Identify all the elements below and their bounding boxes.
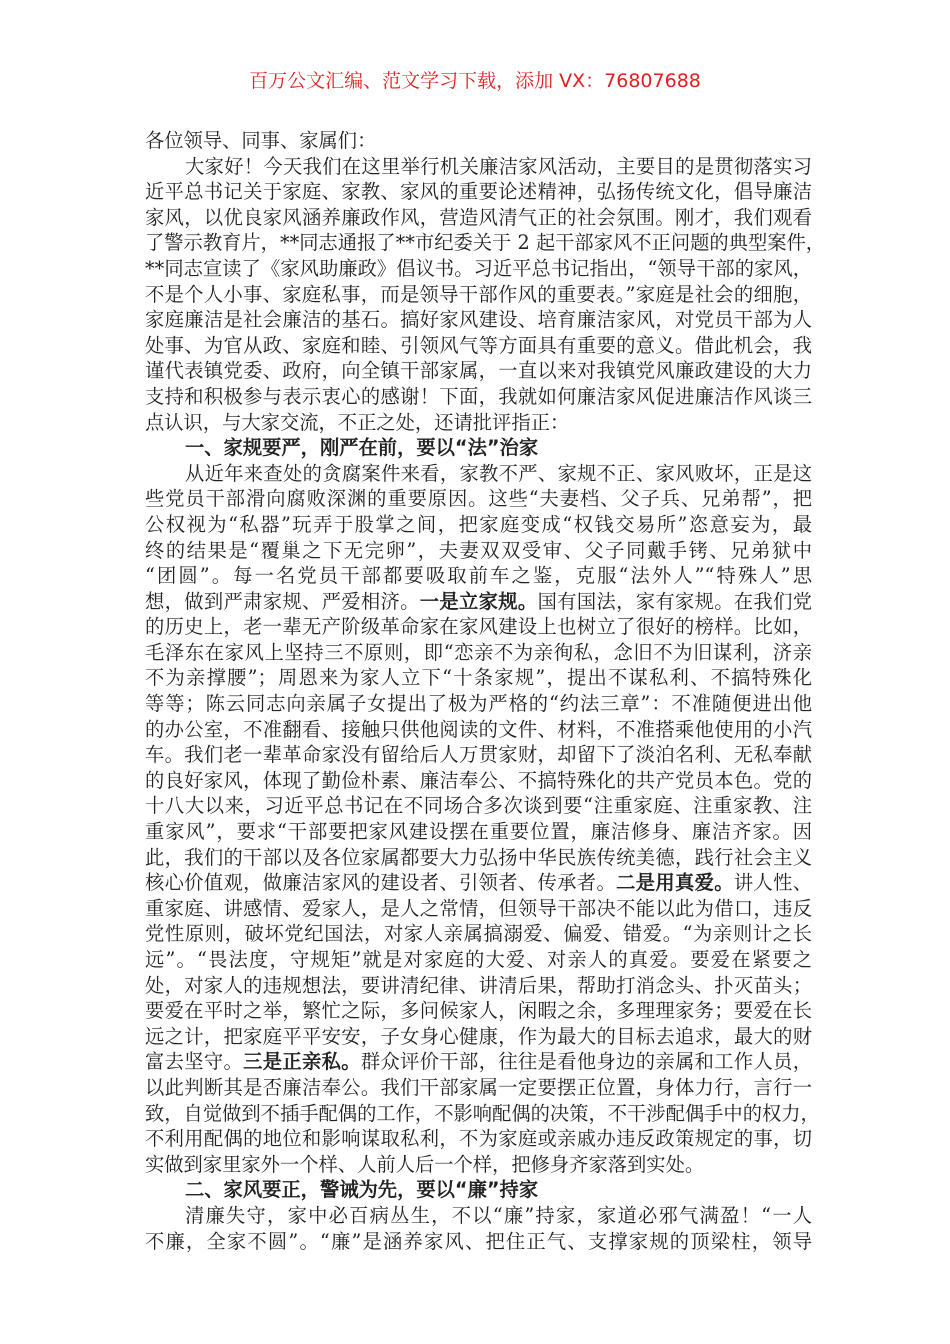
text-line: 的办公室，不准翻看、接触只供他阅读的文件、材料，不准搭乘他使用的小汽 xyxy=(145,717,812,741)
text-line: 以此判断其是否廉洁奉公。我们干部家属一定要摆正位置，身体力行，言行一 xyxy=(145,1075,812,1099)
text-line: 党性原则，破坏党纪国法，对家人亲属搞溺爱、偏爱、错爱。“为亲则计之长 xyxy=(145,922,812,946)
text-line: 致，自觉做到不插手配偶的工作，不影响配偶的决策，不干涉配偶手中的权力， xyxy=(145,1101,820,1125)
bold-subheading: 二是用真爱。 xyxy=(616,871,734,895)
text-line: 处，对家人的违规想法，要讲清纪律、讲清后果，帮助打消念头、扑灭苗头； xyxy=(145,973,812,997)
text-line: 远之计，把家庭平平安安，子女身心健康，作为最大的目标去追求，最大的财 xyxy=(145,1024,812,1048)
text-line: 不利用配偶的地位和影响谋取私利，不为家庭或亲戚办违反政策规定的事，切 xyxy=(145,1127,812,1151)
text-line: 从近年来查处的贪腐案件来看，家教不严、家规不正、家风败坏，正是这 xyxy=(185,461,812,485)
text-line: 想，做到严肃家规、严爱相济。一是立家规。国有国法，家有家规。在我们党 xyxy=(145,589,813,613)
text-line: 不是个人小事、家庭私事，而是领导干部作风的重要表。”家庭是社会的细胞， xyxy=(145,282,812,306)
text-line: 毛泽东在家风上坚持三不原则，即“恋亲不为亲徇私，念旧不为旧谋利，济亲 xyxy=(145,640,812,664)
text-line: 核心价值观，做廉洁家风的建设者、引领者、传承者。二是用真爱。讲人性、 xyxy=(145,871,813,895)
salutation: 各位领导、同事、家属们： xyxy=(145,129,377,152)
text-line: 谨代表镇党委、政府，向全镇干部家属，一直以来对我镇党风廉政建设的大力 xyxy=(145,359,812,383)
text-line: “团圆”。每一名党员干部都要吸取前车之鉴，克服“法外人”“特殊人”思 xyxy=(145,564,812,588)
text-line: 些党员干部滑向腐败深渊的重要原因。这些“夫妻档、父子兵、兄弟帮”，把 xyxy=(145,487,812,511)
text-line: 车。我们老一辈革命家没有留给后人万贯家财，却留下了淡泊名利、无私奉献 xyxy=(145,743,812,767)
section-1-paragraph xyxy=(145,461,820,1178)
document-body xyxy=(145,128,826,1254)
text-line: 重家风”，要求“干部要把家风建设摆在重要位置，廉洁修身、廉洁齐家。因 xyxy=(145,820,812,844)
text-line: 家风，以优良家风涵养廉政作风，营造风清气正的社会氛围。刚才，我们观看 xyxy=(145,205,812,229)
text-line: 支持和积极参与表示衷心的感谢！下面，我就如何廉洁家风促进廉洁作风谈三 xyxy=(145,384,812,408)
text-line: 的良好家风，体现了勤俭朴素、廉洁奉公、不搞特殊化的共产党员本色。党的 xyxy=(145,768,812,792)
section-heading-2: 二、家风要正，警诫为先，要以“廉”持家 xyxy=(185,1178,539,1202)
text-line: 家庭廉洁是社会廉洁的基石。搞好家风建设、培育廉洁家风，对党员干部为人 xyxy=(145,308,812,332)
text-line: 实做到家里家外一个样、人前人后一个样，把修身齐家落到实处。 xyxy=(145,1152,705,1176)
text-line: 不为亲撑腰”；周恩来为家人立下“十条家规”，提出不谋私利、不搞特殊化 xyxy=(145,666,812,690)
bold-subheading: 三是正亲私。 xyxy=(243,1050,361,1074)
text-line: 处事、为官从政、家庭和睦、引领风气等方面具有重要的意义。借此机会，我 xyxy=(145,333,812,357)
text-line: 重家庭、讲感情、爱家人，是人之常情，但领导干部决不能以此为借口，违反 xyxy=(145,896,812,920)
text-line: 公权视为“私器”玩弄于股掌之间，把家庭变成“权钱交易所”恣意妄为，最 xyxy=(145,512,812,536)
text-line: 近平总书记关于家庭、家教、家风的重要论述精神，弘扬传统文化，倡导廉洁 xyxy=(145,180,812,204)
text-line: 要爱在平时之举，繁忙之际，多问候家人，闲暇之余，多理理家务；要爱在长 xyxy=(145,999,812,1023)
text-line: 富去坚守。三是正亲私。群众评价干部，往往是看他身边的亲属和工作人员， xyxy=(145,1050,813,1074)
text-line: 等等；陈云同志向亲属子女提出了极为严格的“约法三章”：不准随便进出他 xyxy=(145,692,812,716)
text-line: 点认识，与大家交流，不正之处，还请批评指正： xyxy=(145,410,570,434)
text-line: 十八大以来，习近平总书记在不同场合多次谈到要“注重家庭、注重家教、注 xyxy=(145,794,812,818)
text-line: 大家好！今天我们在这里举行机关廉洁家风活动，主要目的是贯彻落实习 xyxy=(185,154,812,178)
text-line: 不廉，全家不圆”。“廉”是涵养家风、把住正气、支撑家规的顶梁柱，领导 xyxy=(145,1229,812,1253)
intro-paragraph xyxy=(145,154,826,436)
text-line: 的历史上，老一辈无产阶级革命家在家风建设上也树立了很好的榜样。比如， xyxy=(145,615,812,639)
watermark-banner: 百万公文汇编、范文学习下载，添加 VX：76807688 xyxy=(249,70,701,92)
section-2-paragraph xyxy=(145,1203,812,1254)
text-line: 远”。“畏法度，守规矩”就是对家庭的大爱、对亲人的真爱。要爱在紧要之 xyxy=(145,948,812,971)
text-line: 此，我们的干部以及各位家属都要大力弘扬中华民族传统美德，践行社会主义 xyxy=(145,845,812,869)
text-line: **同志宣读了《家风助廉政》倡议书。习近平总书记指出，“领导干部的家风， xyxy=(145,256,812,280)
section-heading-1: 一、家规要严，刚严在前，要以“法”治家 xyxy=(185,436,539,460)
text-line: 了警示教育片，**同志通报了**市纪委关于 2 起干部家风不正问题的典型案件， xyxy=(145,231,826,255)
text-line: 清廉失守，家中必百病丛生，不以“廉”持家，家道必邪气满盈！“一人 xyxy=(185,1203,812,1227)
bold-subheading: 一是立家规。 xyxy=(419,589,538,613)
text-line: 终的结果是“覆巢之下无完卵”，夫妻双双受审、父子同戴手铐、兄弟狱中 xyxy=(145,538,812,562)
